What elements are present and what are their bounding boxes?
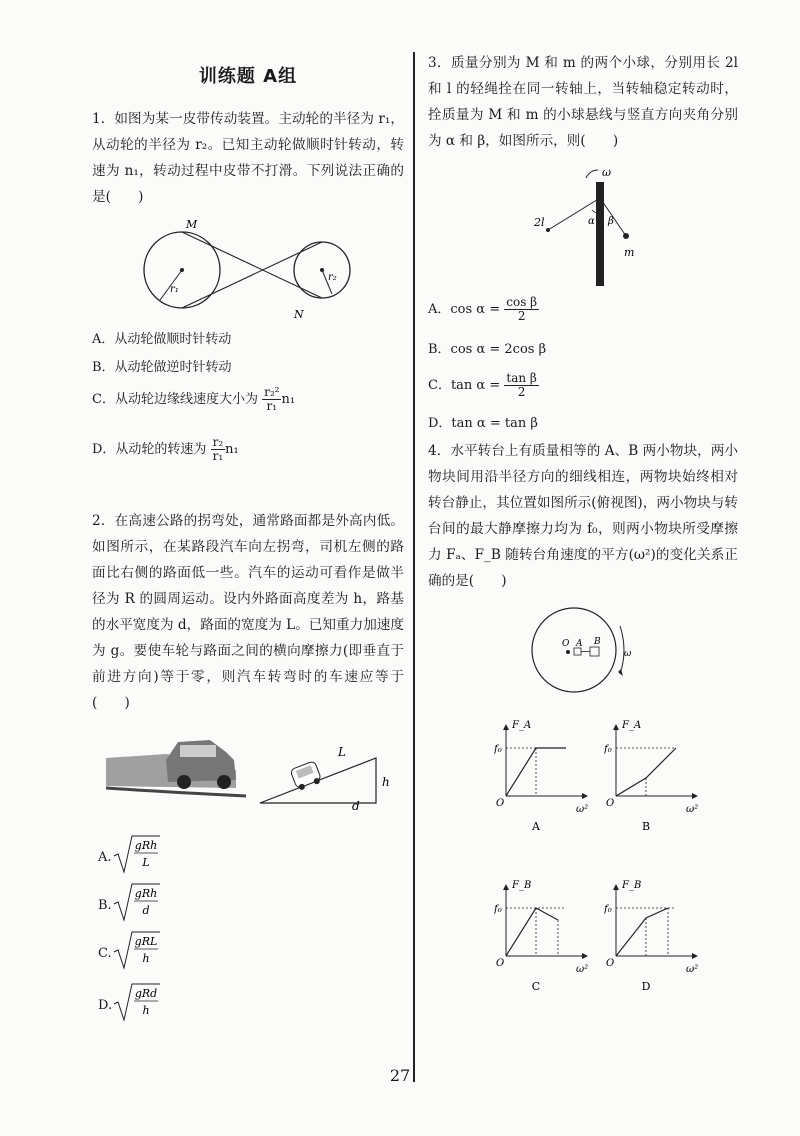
label-O: O	[562, 639, 570, 649]
label-M: M	[186, 220, 198, 231]
radical-expression	[112, 930, 162, 977]
radical-expression	[112, 882, 162, 929]
label-r2: r₂	[328, 272, 337, 283]
graph-axes	[604, 872, 704, 992]
q2-option-c[interactable]	[98, 930, 162, 977]
graph-option-c[interactable]	[494, 872, 594, 996]
radicand-numerator: gRh	[134, 887, 157, 900]
question-1-text: 1．如图为某一皮带传动装置。主动轮的半径为 r₁，从动轮的半径为 r₂。已知主动轮做顺时针转动，转速为 n₁，转动过程中皮带不打滑。下列说法正确的是( )	[92, 111, 404, 205]
q1-option-c[interactable]: C．从动轮边缘线速度大小为 $\frac{\text{r₂²}}{\text{r₁}}$ n₁	[92, 385, 296, 413]
graph-x-label: ω²	[576, 964, 589, 975]
radicand-denominator: h	[142, 952, 150, 965]
radical-expression	[112, 834, 162, 881]
q3-option-d[interactable]: D．tan α = tan β	[428, 416, 538, 431]
graph-axes	[494, 712, 594, 832]
y-axis-arrow	[503, 884, 509, 890]
radicand-denominator: h	[142, 1004, 150, 1017]
radical-sign	[112, 930, 162, 970]
radical-expression	[112, 982, 162, 1029]
x-axis-arrow	[582, 953, 588, 959]
q3-option-c[interactable]: C．tan α = $\frac{\text{tan β}}{2}$	[428, 371, 537, 399]
label-r1: r₁	[170, 284, 179, 295]
friction-curve	[616, 748, 676, 796]
option-label: B.	[98, 898, 112, 913]
graph-f0-label: f₀	[604, 744, 612, 755]
label-m: m	[624, 246, 635, 259]
graph-x-label: ω²	[686, 804, 699, 815]
graph-y-label: F_A	[622, 720, 642, 731]
q2-option-b[interactable]	[98, 882, 162, 929]
x-axis-arrow	[692, 953, 698, 959]
q2-option-a[interactable]	[98, 834, 162, 881]
label-beta: β	[608, 216, 614, 227]
label-N: N	[294, 308, 304, 320]
label-L: L	[338, 745, 346, 759]
belt-upper	[182, 232, 322, 298]
rotation-arrow	[586, 170, 598, 178]
belt-lower	[182, 242, 322, 308]
graph-x-label: ω²	[576, 804, 589, 815]
graph-axes	[604, 712, 704, 832]
section-title: 训练题 A组	[198, 66, 298, 87]
radical-sign	[112, 882, 162, 922]
question-4-text: 4．水平转台上有质量相等的 A、B 两小物块，两小物块间用沿半径方向的细线相连，两物块始终相对转台静止，其位置如图所示(俯视图)，两小物块与转台间的最大静摩擦力均为 f₀，则两小物块所受摩擦力 Fₐ、F_B 随转台角速度的平方(ω²)的变化关系正确的是( )	[428, 443, 738, 589]
block-A	[574, 648, 581, 655]
graph-f0-label: f₀	[604, 904, 612, 915]
question-3-text: 3．质量分别为 M 和 m 的两个小球，分别用长 2l 和 l 的轻绳拴在同一转轴上，当转轴稳定转动时，拴质量为 M 和 m 的小球悬线与竖直方向夹角分别为 α 和 β，如图所示，则( )	[428, 55, 738, 149]
graph-x-label: ω²	[686, 964, 699, 975]
label-omega-q4: ω	[624, 649, 632, 659]
option-label: C.	[98, 946, 112, 961]
q1-c-fraction: $\frac{\text{r₂²}}{\text{r₁}}$	[264, 385, 280, 413]
q3-c-fraction: $\frac{\text{tan β}}{2}$	[506, 371, 537, 399]
label-alpha: α	[588, 216, 595, 227]
radical-sign	[112, 834, 162, 874]
graph-origin-label: O	[496, 958, 505, 969]
q1-option-d[interactable]: D．从动轮的转速为 $\frac{\text{r₂}}{\text{r₁}}$ n₁	[92, 435, 239, 463]
x-axis-arrow	[692, 793, 698, 799]
graph-y-label: F_A	[512, 720, 532, 731]
radical-sign	[112, 982, 162, 1022]
graph-option-a[interactable]	[494, 712, 594, 836]
column-divider	[413, 52, 415, 1082]
q2-option-d[interactable]	[98, 982, 162, 1029]
turntable-figure	[524, 606, 644, 696]
car-photo	[106, 740, 246, 796]
graph-caption: A	[532, 820, 540, 832]
q3-option-a[interactable]: A．cos α = $\frac{\text{cos β}}{2}$	[428, 295, 538, 323]
banked-road-figure	[106, 730, 406, 810]
y-axis-arrow	[613, 724, 619, 730]
graph-axes	[494, 872, 594, 992]
ramp-diagram	[260, 745, 390, 810]
pendulum-figure	[528, 168, 678, 288]
label-2l: 2l	[534, 216, 545, 229]
graph-y-label: F_B	[622, 880, 642, 891]
option-label: D.	[98, 998, 113, 1013]
graph-f0-label: f₀	[494, 744, 502, 755]
graph-option-b[interactable]	[604, 712, 704, 836]
graph-option-d[interactable]	[604, 872, 704, 996]
graph-origin-label: O	[606, 958, 615, 969]
radicand-numerator: gRh	[134, 839, 157, 852]
radicand-denominator: L	[141, 856, 150, 869]
left-column	[92, 50, 404, 1017]
rotation-axis	[596, 182, 604, 286]
y-axis-arrow	[503, 724, 509, 730]
q3-option-b[interactable]: B．cos α = 2cos β	[428, 342, 547, 357]
friction-curve	[616, 908, 668, 956]
radicand-numerator: gRL	[134, 935, 157, 948]
belt-drive-figure	[142, 220, 362, 320]
question-2-text: 2．在高速公路的拐弯处，通常路面都是外高内低。如图所示，在某路段汽车向左拐弯，司机左侧的路面比右侧的路面低一些。汽车的运动可看作是做半径为 R 的圆周运动。设内外路面高度差为 h，路基的水平宽度为 d，路面的宽度为 L。已知重力加速度为 g。要使车轮与路面之间的横向摩擦力(即垂直于前进方向)等于零，则汽车转弯时的车速应等于( )	[92, 513, 404, 711]
q1-d-fraction: $\frac{\text{r₂}}{\text{r₁}}$	[212, 435, 224, 463]
graph-origin-label: O	[606, 798, 615, 809]
label-h: h	[382, 775, 390, 789]
page-number: 27	[389, 1066, 411, 1085]
graph-y-label: F_B	[512, 880, 532, 891]
graph-f0-label: f₀	[494, 904, 502, 915]
q3-a-fraction: $\frac{\text{cos β}}{2}$	[506, 295, 538, 323]
graph-caption: D	[641, 980, 651, 992]
x-axis-arrow	[582, 793, 588, 799]
label-B: B	[594, 637, 601, 647]
center-O	[566, 650, 570, 654]
label-A: A	[576, 639, 583, 649]
label-d: d	[352, 799, 360, 810]
ball-M	[546, 228, 550, 232]
option-label: A.	[98, 850, 112, 865]
ball-m	[623, 233, 629, 239]
y-axis-arrow	[613, 884, 619, 890]
graph-caption: B	[641, 820, 651, 832]
block-B	[590, 647, 599, 656]
q1-option-b[interactable]: B．从动轮做逆时针转动	[92, 360, 232, 375]
friction-curve	[506, 908, 558, 956]
radicand-numerator: gRd	[134, 987, 158, 1000]
right-column	[428, 50, 738, 992]
q1-option-a[interactable]: A．从动轮做顺时针转动	[92, 332, 232, 347]
label-omega: ω	[602, 168, 611, 179]
graph-caption: C	[531, 980, 541, 992]
graph-origin-label: O	[496, 798, 505, 809]
radicand-denominator: d	[142, 904, 150, 917]
